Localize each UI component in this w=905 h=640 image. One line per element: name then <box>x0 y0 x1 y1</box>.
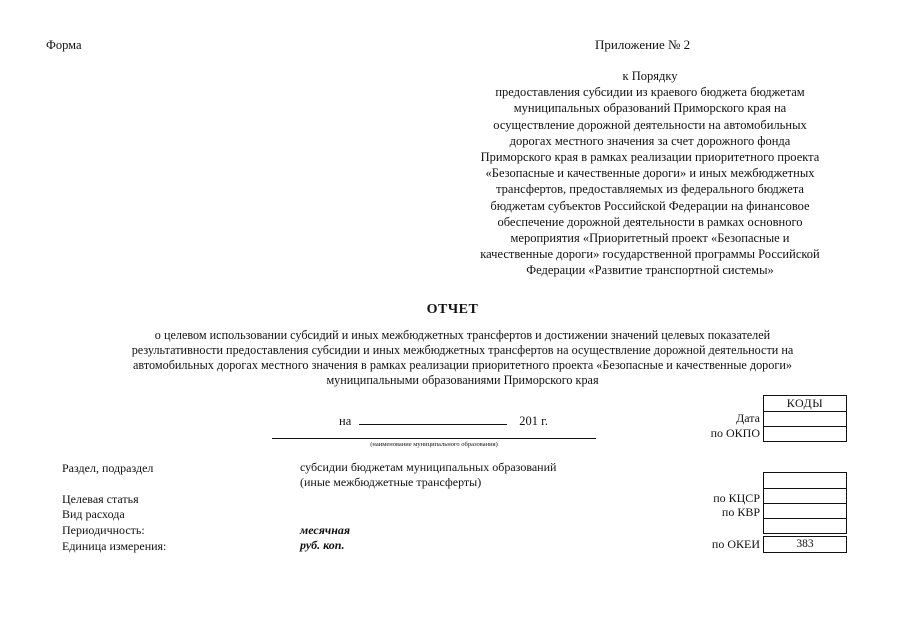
appendix-line: к Порядку <box>622 69 678 83</box>
appendix-line: трансфертов, предоставляемых из федерального бюджета <box>496 182 804 197</box>
appendix-line: дорогах местного значения за счет дорожного фонда <box>509 133 791 148</box>
report-desc-line: результативности предоставления субсидии и иных межбюджетных трансфертов на осуществление дорожной деятельности на <box>131 343 794 357</box>
date-code-label: Дата <box>736 411 760 425</box>
appendix-line: качественные дороги» государственной программы Российской <box>480 247 820 262</box>
appendix-line: осуществление дорожной деятельности на автомобильных <box>493 117 807 132</box>
appendix-line: мероприятия «Приоритетный проект «Безопасные и <box>510 231 790 246</box>
date-code-cell[interactable] <box>764 411 846 426</box>
periodicity-value: месячная <box>300 523 351 537</box>
date-blank-field[interactable] <box>359 412 507 425</box>
okei-code-cell[interactable]: 383 <box>796 538 814 550</box>
kcsr-code-label: по КЦСР <box>713 491 760 505</box>
appendix-line: Приморского края в рамках реализации приоритетного проекта <box>480 150 820 165</box>
codes-header: КОДЫ <box>786 396 824 410</box>
okpo-code-cell[interactable] <box>764 426 846 441</box>
date-year: 201 г. <box>519 414 548 428</box>
periodicity-label: Периодичность: <box>62 523 145 537</box>
razdel-label: Раздел, подраздел <box>62 461 154 475</box>
razdel-code-cell[interactable] <box>764 473 846 488</box>
unit-value: руб. коп. <box>300 538 345 552</box>
subsidy-line: субсидии бюджетам муниципальных образований <box>300 460 557 474</box>
municipality-caption: (наименование муниципального образования) <box>370 441 498 448</box>
kcsr-code-cell[interactable] <box>764 488 846 503</box>
vid-raskhoda-label: Вид расхода <box>62 507 125 521</box>
kvr-code-label: по КВР <box>721 505 760 519</box>
codes-table-top <box>763 395 847 442</box>
municipality-blank-field[interactable] <box>272 438 596 439</box>
okpo-code-label: по ОКПО <box>710 426 760 440</box>
report-description <box>40 328 885 388</box>
celevaya-label: Целевая статья <box>62 492 139 506</box>
report-title: ОТЧЕТ <box>426 302 479 317</box>
appendix-line: «Безопасные и качественные дороги» и иных межбюджетных <box>485 166 815 181</box>
report-date-line <box>339 412 548 429</box>
subsidy-line: (иные межбюджетные трансферты) <box>300 475 482 489</box>
codes-table-bottom <box>763 536 847 553</box>
report-desc-line: о целевом использовании субсидий и иных межбюджетных трансфертов и достижении значений целевых показателей <box>154 328 771 342</box>
period-code-cell[interactable] <box>764 518 846 533</box>
subsidy-text <box>300 460 556 490</box>
appendix-line: Федерации «Развитие транспортной системы» <box>526 263 774 278</box>
appendix-line: обеспечение дорожной деятельности в рамках основного <box>497 214 803 229</box>
date-prefix: на <box>339 414 352 428</box>
appendix-line: бюджетам субъектов Российской Федерации на финансовое <box>490 198 810 213</box>
kvr-code-cell[interactable] <box>764 503 846 518</box>
report-desc-line: муниципальными образованиями Приморского края <box>326 373 599 387</box>
okei-code-label: по ОКЕИ <box>711 537 760 551</box>
appendix-title: Приложение № 2 <box>595 37 691 52</box>
appendix-line: предоставления субсидии из краевого бюджета бюджетам <box>495 85 805 100</box>
appendix-description <box>440 68 860 279</box>
form-label: Форма <box>46 38 82 52</box>
unit-label: Единица измерения: <box>62 539 167 553</box>
appendix-line: муниципальных образований Приморского края на <box>513 101 787 116</box>
codes-table-middle <box>763 472 847 534</box>
report-desc-line: автомобильных дорогах местного значения в рамках реализации приоритетного проекта «Безопасные и качественные дороги» <box>133 358 792 372</box>
